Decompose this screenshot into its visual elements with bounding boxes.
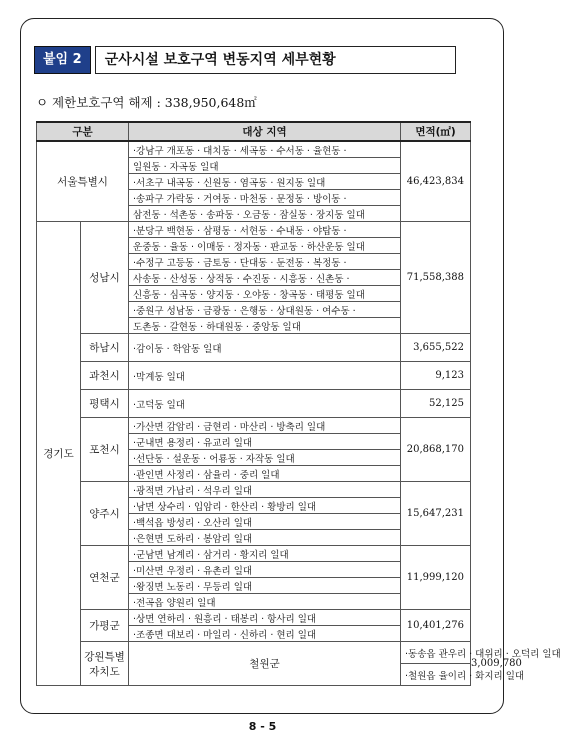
city-yeoncheon: 연천군 — [81, 546, 129, 610]
area-line: 사송동 · 산성동 · 상적동 · 수진동 · 시흥동 · 신촌동 · — [129, 270, 401, 286]
area-line: 삼전동 · 석촌동 · 송파동 · 오금동 · 잠실동 · 장지동 일대 — [129, 206, 401, 222]
area-line: ·군내면 용정리 · 유교리 일대 — [129, 434, 401, 450]
area-line: ·백석읍 방성리 · 오산리 일대 — [129, 514, 401, 530]
area-line: ·철원읍 율이리 · 화지리 일대 — [401, 664, 471, 686]
area-line: ·가산면 감암리 · 금현리 · 마산리 · 방축리 일대 — [129, 418, 401, 434]
area-value: 52,125 — [401, 390, 471, 418]
city-gapyeong: 가평군 — [81, 610, 129, 642]
header-size: 면적(㎡) — [401, 122, 471, 141]
city-pyeongtaek: 평택시 — [81, 390, 129, 418]
table-row — [37, 418, 471, 434]
table-row — [37, 334, 471, 362]
table-row — [37, 362, 471, 390]
attachment-badge: 붙임 2 — [34, 46, 91, 74]
header-region: 구분 — [37, 122, 129, 141]
table-row — [37, 610, 471, 626]
area-line: ·수정구 고등동 · 금토동 · 단대동 · 둔전동 · 복정동 · — [129, 254, 401, 270]
area-line: 신흥동 · 심곡동 · 양지동 · 오야동 · 창곡동 · 태평동 일대 — [129, 286, 401, 302]
area-value: 20,868,170 — [401, 418, 471, 482]
table-row — [37, 222, 471, 238]
city-hanam: 하남시 — [81, 334, 129, 362]
area-value: 3,655,522 — [401, 334, 471, 362]
area-value: 10,401,276 — [401, 610, 471, 642]
area-line: ·관인면 사정리 · 삼율리 · 중리 일대 — [129, 466, 401, 482]
area-line: ·왕징면 노동리 · 무등리 일대 — [129, 578, 401, 594]
area-line: ·고덕동 일대 — [129, 390, 401, 418]
table-row — [37, 546, 471, 562]
table-row — [37, 141, 471, 158]
area-line: ·중원구 성남동 · 금광동 · 은행동 · 상대원동 · 여수동 · — [129, 302, 401, 318]
area-line: ·송파구 가락동 · 거여동 · 마천동 · 문정동 · 방이동 · — [129, 190, 401, 206]
city-pocheon: 포천시 — [81, 418, 129, 482]
area-value: 46,423,834 — [401, 141, 471, 222]
table-row — [37, 390, 471, 418]
area-value: 15,647,231 — [401, 482, 471, 546]
region-gyeonggi: 경기도 — [37, 222, 81, 686]
city-seongnam: 성남시 — [81, 222, 129, 334]
area-line: ·선단동 · 설운동 · 어룡동 · 자작동 일대 — [129, 450, 401, 466]
area-line: ·감이동 · 학암동 일대 — [129, 334, 401, 362]
area-line: ·막계동 일대 — [129, 362, 401, 390]
area-line: ·상면 연하리 · 원흥리 · 태봉리 · 항사리 일대 — [129, 610, 401, 626]
area-value: 11,999,120 — [401, 546, 471, 610]
page-number: 8 - 5 — [248, 720, 277, 733]
area-line: ·조종면 대보리 · 마일리 · 신하리 · 현리 일대 — [129, 626, 401, 642]
area-line: ·서초구 내곡동 · 신원동 · 염곡동 · 원지동 일대 — [129, 174, 401, 190]
area-table — [36, 121, 561, 686]
region-seoul: 서울특별시 — [37, 141, 129, 222]
area-line: ·강남구 개포동 · 대치동 · 세곡동 · 수서동 · 율현동 · — [129, 141, 401, 158]
city-cheorwon: 철원군 — [129, 642, 401, 686]
region-gangwon-line1: 강원특별 — [84, 650, 125, 663]
area-line: ·광적면 가납리 · 석우리 일대 — [129, 482, 401, 498]
table-header-row — [37, 122, 471, 141]
table-row — [37, 482, 471, 498]
page-title: 군사시설 보호구역 변동지역 세부현황 — [95, 46, 456, 74]
header-areas: 대상 지역 — [129, 122, 401, 141]
area-line: ·남면 상수리 · 입암리 · 한산리 · 황방리 일대 — [129, 498, 401, 514]
area-line: 도촌동 · 갈현동 · 하대원동 · 중앙동 일대 — [129, 318, 401, 334]
area-line: ·미산면 우정리 · 유촌리 일대 — [129, 562, 401, 578]
area-line: ·은현면 도하리 · 봉암리 일대 — [129, 530, 401, 546]
region-gangwon-line2: 자치도 — [89, 665, 120, 678]
city-yangju: 양주시 — [81, 482, 129, 546]
region-gangwon — [81, 642, 129, 686]
city-gwacheon: 과천시 — [81, 362, 129, 390]
area-line: ·전곡읍 양원리 일대 — [129, 594, 401, 610]
area-line: ·동송읍 관우리 · 대위리 · 오덕리 일대 — [401, 642, 471, 664]
section-title — [34, 46, 456, 72]
area-value: 71,558,388 — [401, 222, 471, 334]
table-row: 강원특별 자치도 철원군 ·동송읍 관우리 · 대위리 · 오덕리 일대 3,009,780 — [37, 642, 471, 664]
area-line: ·군남면 남계리 · 삼거리 · 황지리 일대 — [129, 546, 401, 562]
area-value: 9,123 — [401, 362, 471, 390]
area-line: 일원동 · 자곡동 일대 — [129, 158, 401, 174]
area-line: 운중동 · 율동 · 이매동 · 정자동 · 판교동 · 하산운동 일대 — [129, 238, 401, 254]
area-line: ·분당구 백현동 · 삼평동 · 서현동 · 수내동 · 야탑동 · — [129, 222, 401, 238]
restriction-summary: ㅇ 제한보호구역 해제 : 338,950,648㎡ — [36, 95, 257, 110]
